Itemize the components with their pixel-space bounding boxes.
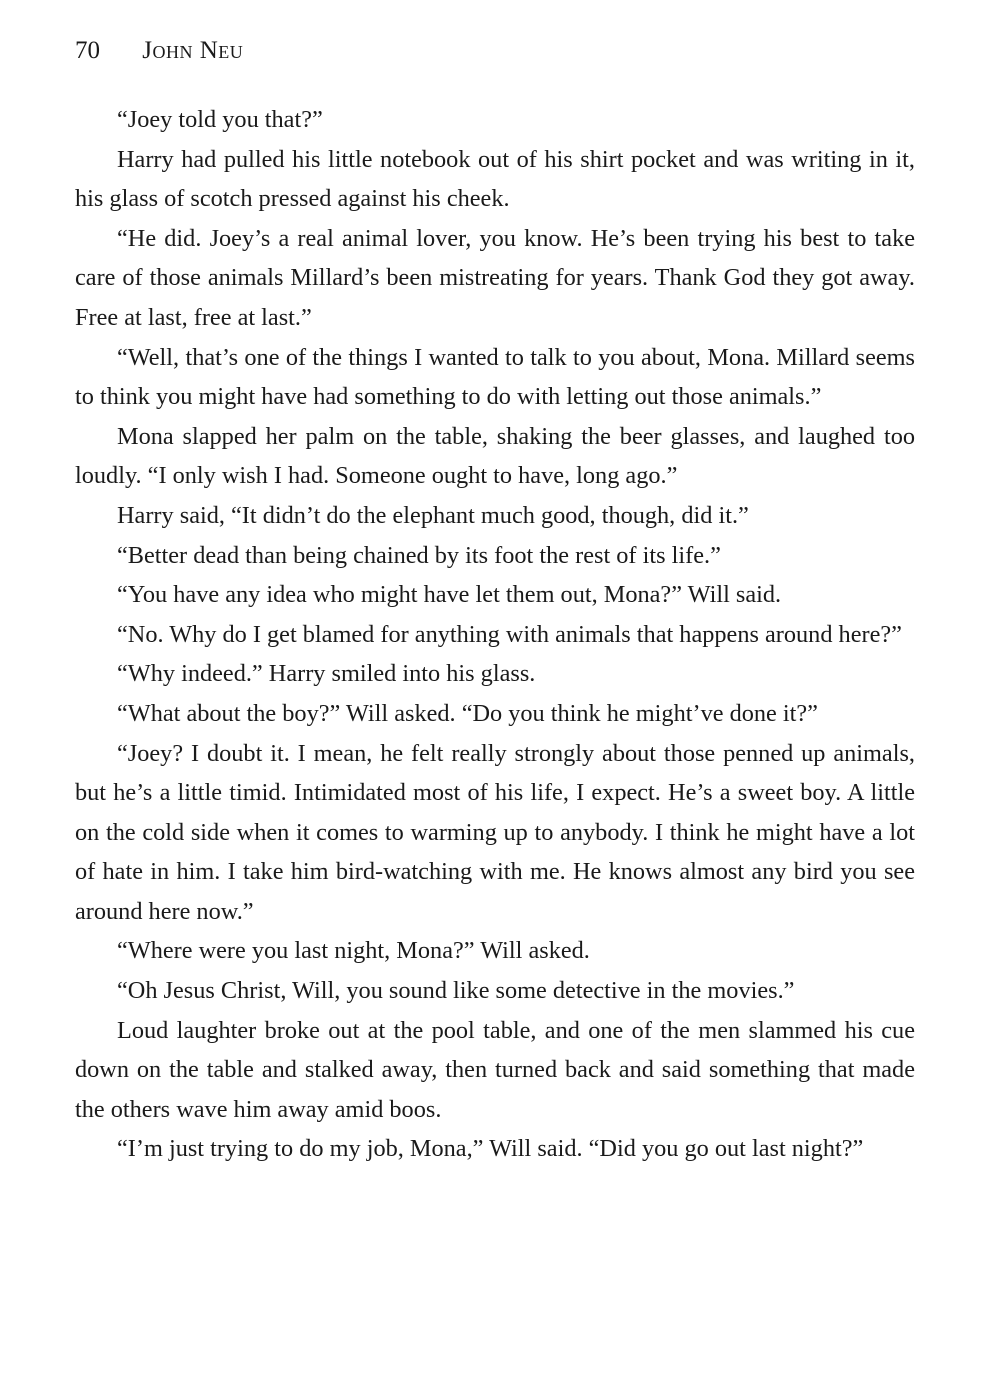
paragraph: “No. Why do I get blamed for anything with animals that happens around here?” bbox=[117, 620, 902, 648]
running-head bbox=[75, 34, 243, 68]
paragraph: “I’m just trying to do my job, Mona,” Will said. “Did you go out last night?” bbox=[117, 1135, 864, 1163]
author-name: John Neu bbox=[142, 37, 244, 64]
paragraph: Mona slapped her palm on the table, shaking the beer glasses, and laughed too loudly. “I only wish I had. Someone ought to have, long ago.” bbox=[75, 422, 915, 490]
paragraph: Loud laughter broke out at the pool table, and one of the men slammed his cue down on the table and stalked away, then turned back and said something that made the others wave him away amid boos. bbox=[75, 1016, 915, 1123]
paragraph: “Joey? I doubt it. I mean, he felt really strongly about those penned up animals, but he’s a little timid. Intimidated most of his life, I expect. He’s a sweet boy. A little on the cold side when it comes to warming up to anybody. I think he might have a lot of hate in him. I take him bird-watching with me. He knows almost any bird you see around here now.” bbox=[75, 739, 915, 925]
paragraph: “You have any idea who might have let them out, Mona?” Will said. bbox=[117, 581, 782, 609]
page-number: 70 bbox=[75, 37, 100, 64]
paragraph: “Where were you last night, Mona?” Will asked. bbox=[117, 937, 590, 965]
paragraph: Harry had pulled his little notebook out of his shirt pocket and was writing in it, his glass of scotch pressed against his cheek. bbox=[75, 145, 915, 213]
paragraph: Harry said, “It didn’t do the elephant much good, though, did it.” bbox=[117, 501, 749, 529]
paragraph: “Well, that’s one of the things I wanted to talk to you about, Mona. Millard seems to think you might have had something to do with letting out those animals.” bbox=[75, 343, 915, 411]
paragraph: “Oh Jesus Christ, Will, you sound like some detective in the movies.” bbox=[117, 977, 795, 1005]
paragraph: “He did. Joey’s a real animal lover, you know. He’s been trying his best to take care of those animals Millard’s been mistreating for years. Thank God they got away. Free at last, free at last.” bbox=[75, 224, 915, 331]
paragraph: “Joey told you that?” bbox=[117, 106, 323, 133]
body-text bbox=[75, 100, 915, 1169]
paragraph: “Better dead than being chained by its foot the rest of its life.” bbox=[117, 541, 721, 569]
paragraph: “Why indeed.” Harry smiled into his glass. bbox=[117, 660, 536, 688]
paragraph: “What about the boy?” Will asked. “Do you think he might’ve done it?” bbox=[117, 699, 818, 727]
